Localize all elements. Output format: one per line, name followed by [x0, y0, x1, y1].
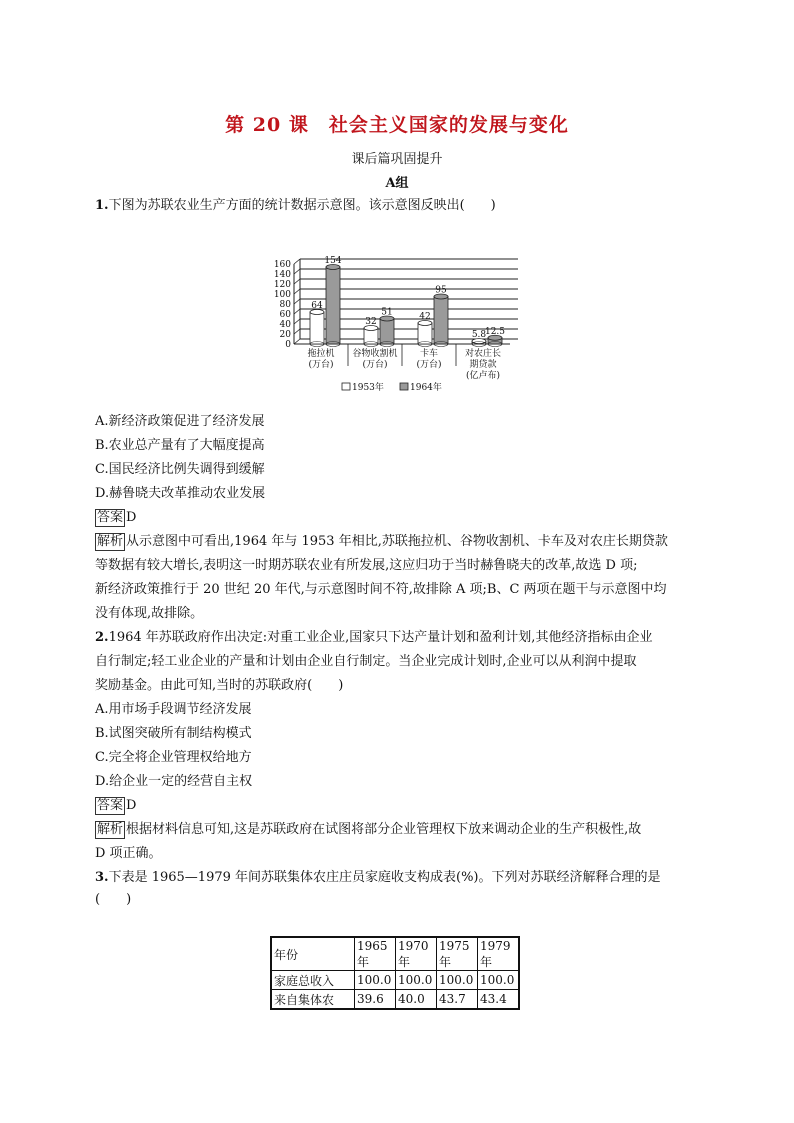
q2-option-c: C.完全将企业管理权给地方 — [95, 750, 252, 765]
q2-answer-value: D — [126, 798, 137, 813]
y-tick-label: 40 — [279, 320, 291, 330]
table-cell: 43.7 — [437, 990, 478, 1010]
q3-stem-text: 下表是 1965—1979 年间苏联集体农庄庄员家庭收支构成表(%)。下列对苏联经济解释合理的是 — [108, 870, 661, 885]
answer-tag: 答案 — [97, 798, 124, 813]
y-tick-label: 20 — [279, 330, 291, 340]
bar — [434, 297, 448, 345]
q3-number: 3. — [95, 870, 109, 885]
axis-tick — [294, 289, 300, 294]
q2-number: 2. — [95, 630, 109, 645]
x-tick-label: 期贷款 — [469, 360, 497, 370]
table-cell: 40.0 — [396, 990, 437, 1010]
data-label: 95 — [435, 285, 447, 296]
q2-stem-text: 1964 年苏联政府作出决定:对重工业企业,国家只下达产量计划和盈利计划,其他经济指标由企业 — [108, 630, 653, 645]
y-tick-label: 0 — [285, 340, 291, 350]
q1-analysis-line — [95, 532, 701, 552]
y-tick-label: 80 — [279, 300, 291, 310]
axis-tick — [294, 309, 300, 314]
q1-bar-chart — [260, 240, 540, 405]
axis-tick — [294, 339, 300, 344]
q2-option-d: D.给企业一定的经营自主权 — [95, 774, 253, 789]
q2-option-a: A.用市场手段调节经济发展 — [95, 702, 252, 717]
section-subtitle: 课后篇巩固提升 — [351, 152, 443, 167]
x-tick-label: (万台) — [416, 360, 442, 370]
q2-stem-line: 自行制定;轻工业企业的产量和计划由企业自行制定。当企业完成计划时,企业可以从利润中提取 — [95, 654, 637, 669]
analysis-tag: 解析 — [97, 822, 124, 837]
legend-swatch — [342, 383, 350, 390]
x-tick-label: 卡车 — [419, 349, 439, 359]
axis-tick — [294, 319, 300, 324]
data-label: 64 — [311, 301, 323, 311]
q1-answer-value: D — [126, 510, 137, 525]
axis-tick — [294, 279, 300, 284]
table-row — [271, 990, 519, 1010]
q2-option-b: B.试图突破所有制结构模式 — [95, 726, 252, 741]
y-tick-label: 60 — [279, 310, 291, 320]
table-cell: 100.0 — [396, 971, 437, 990]
data-label: 154 — [324, 256, 342, 266]
q2-analysis-line — [95, 820, 701, 840]
x-tick-label: 对农庄长 — [464, 349, 502, 359]
table-cell: 100.0 — [437, 971, 478, 990]
q1-option-a: A.新经济政策促进了经济发展 — [95, 414, 265, 429]
axis-tick — [294, 269, 300, 274]
q3-stem-line: ( ) — [95, 892, 132, 907]
answer-tag: 答案 — [97, 510, 124, 525]
q1-option-c: C.国民经济比例失调得到缓解 — [95, 462, 265, 477]
q1-answer — [95, 508, 701, 528]
q1-analysis-line: 没有体现,故排除。 — [95, 606, 204, 621]
table-year-cell: 1970年 — [396, 937, 437, 971]
q2-stem-line — [95, 628, 701, 648]
y-tick-label: 160 — [273, 260, 291, 270]
table-cell: 100.0 — [478, 971, 520, 990]
table-row — [271, 971, 519, 990]
y-tick-label: 140 — [273, 270, 291, 280]
q1-analysis-line: 新经济政策推行于 20 世纪 20 年代,与示意图时间不符,故排除 A 项;B、C 两项在题干与示意图中均 — [95, 582, 667, 597]
legend-label: 1964年 — [410, 383, 442, 393]
table-year-cell: 1979年 — [478, 937, 520, 971]
axis-tick — [294, 299, 300, 304]
q3-stem-line — [95, 868, 701, 888]
q1-analysis-line: 等数据有较大增长,表明这一时期苏联农业有所发展,这应归功于当时赫鲁晓夫的改革,故选 D 项; — [95, 558, 638, 573]
q2-analysis-text: 根据材料信息可知,这是苏联政府在试图将部分企业管理权下放来调动企业的生产积极性,故 — [126, 822, 642, 837]
legend-swatch — [400, 383, 408, 390]
table-year-cell: 1975年 — [437, 937, 478, 971]
axis-tick — [294, 329, 300, 334]
table-cell: 100.0 — [355, 971, 396, 990]
x-tick-label: (万台) — [308, 360, 334, 370]
group-label: A组 — [385, 176, 409, 191]
q1-number: 1. — [95, 198, 109, 213]
x-tick-label: (万台) — [362, 360, 388, 370]
q1-stem — [95, 196, 701, 216]
q3-income-table — [270, 936, 520, 1010]
q2-answer — [95, 796, 701, 816]
data-label: 51 — [381, 307, 393, 318]
bar — [380, 319, 394, 345]
data-label: 32 — [365, 317, 377, 327]
q1-stem-text: 下图为苏联农业生产方面的统计数据示意图。该示意图反映出( ) — [108, 198, 496, 213]
analysis-tag: 解析 — [97, 534, 124, 549]
data-label: 42 — [419, 312, 431, 322]
data-label: 12.5 — [484, 326, 506, 337]
legend-label: 1953年 — [352, 383, 384, 393]
table-year-cell: 1965年 — [355, 937, 396, 971]
bar — [310, 312, 324, 344]
x-tick-label: 拖拉机 — [307, 349, 335, 359]
q2-analysis-line: D 项正确。 — [95, 846, 162, 861]
table-row-label: 家庭总收入 — [271, 971, 355, 990]
table-cell: 39.6 — [355, 990, 396, 1010]
q2-stem-line: 奖励基金。由此可知,当时的苏联政府( ) — [95, 678, 344, 693]
table-cell: 43.4 — [478, 990, 520, 1010]
table-header-cell: 年份 — [271, 937, 355, 971]
table-row-label: 来自集体农 — [271, 990, 355, 1010]
bar — [418, 323, 432, 344]
x-tick-label: (亿卢布) — [465, 371, 501, 381]
y-tick-label: 100 — [273, 290, 291, 300]
page-title: 第 20 课 社会主义国家的发展与变化 — [225, 114, 569, 136]
axis-tick — [294, 259, 300, 264]
q1-option-d: D.赫鲁晓夫改革推动农业发展 — [95, 486, 266, 501]
table-row — [271, 937, 519, 971]
q1-option-b: B.农业总产量有了大幅度提高 — [95, 438, 265, 453]
y-tick-label: 120 — [273, 280, 291, 290]
q1-analysis-text: 从示意图中可看出,1964 年与 1953 年相比,苏联拖拉机、谷物收割机、卡车及对农庄长期贷款 — [126, 534, 668, 549]
bar — [326, 267, 340, 344]
data-label: 5.8 — [471, 330, 487, 341]
x-tick-label: 谷物收割机 — [352, 349, 398, 359]
